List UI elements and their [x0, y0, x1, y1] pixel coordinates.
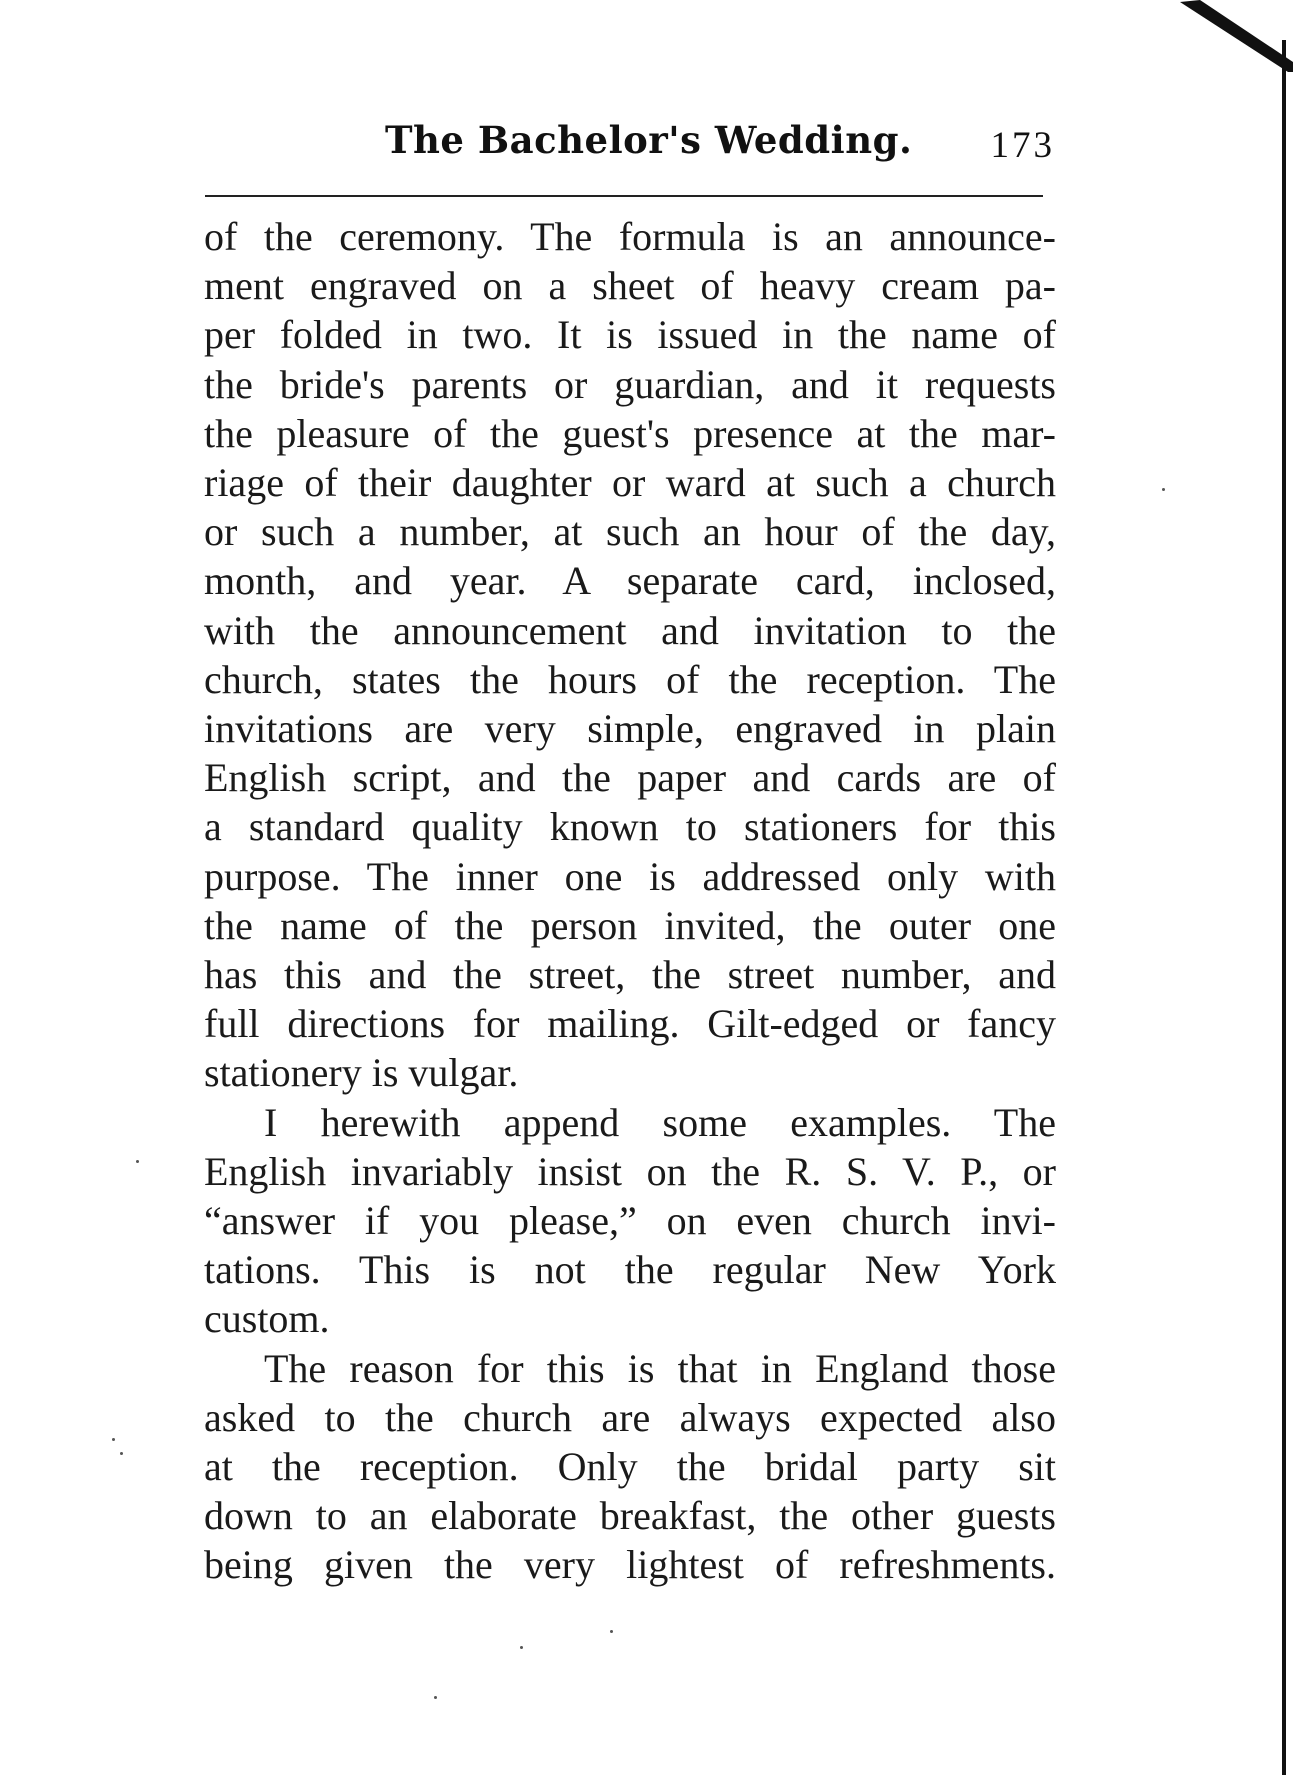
text-line: The reason for this is that in England those	[264, 1345, 1056, 1391]
text-line: with the announcement and invitation to the	[204, 607, 1056, 653]
text-line: riage of their daughter or ward at such a church	[204, 460, 1056, 506]
page-edge-shadow	[1282, 40, 1286, 1775]
scan-speck	[1162, 488, 1165, 491]
text-line: down to an elaborate breakfast, the other guests	[204, 1493, 1056, 1539]
text-line: invitations are very simple, engraved in plain	[204, 706, 1056, 752]
running-title: The Bachelor's Wedding.	[385, 118, 913, 162]
text-line: ment engraved on a sheet of heavy cream pa-	[204, 263, 1056, 309]
text-line: the name of the person invited, the outer one	[204, 902, 1056, 948]
scan-speck	[112, 1438, 115, 1441]
corner-mark	[1180, 0, 1293, 90]
text-line: at the reception. Only the bridal party sit	[204, 1444, 1056, 1490]
text-line: the bride's parents or guardian, and it requests	[204, 361, 1056, 407]
text-line: stationery is vulgar.	[204, 1050, 519, 1096]
scan-speck	[520, 1646, 523, 1649]
page-header	[205, 118, 1055, 178]
page-number: 173	[990, 125, 1055, 166]
text-line: I herewith append some examples. The	[264, 1099, 1056, 1145]
text-line: of the ceremony. The formula is an announce-	[204, 214, 1056, 259]
text-line: the pleasure of the guest's presence at the mar-	[204, 410, 1056, 456]
text-line: full directions for mailing. Gilt-edged or fancy	[204, 1001, 1056, 1047]
text-line: tations. This is not the regular New York	[204, 1247, 1056, 1293]
text-line: a standard quality known to stationers for this	[204, 804, 1056, 850]
text-line: English invariably insist on the R. S. V. P., or	[204, 1148, 1056, 1194]
text-line: or such a number, at such an hour of the day,	[204, 509, 1056, 555]
text-line: being given the very lightest of refreshments.	[204, 1542, 1056, 1588]
text-line: “answer if you please,” on even church invi-	[204, 1198, 1056, 1244]
text-line: asked to the church are always expected also	[204, 1394, 1056, 1440]
text-line: English script, and the paper and cards are of	[204, 755, 1056, 801]
paragraph-3	[204, 1344, 1056, 1590]
scan-speck	[136, 1160, 139, 1163]
scan-speck	[434, 1696, 437, 1699]
text-line: church, states the hours of the reception. The	[204, 656, 1056, 702]
text-line: month, and year. A separate card, inclosed,	[204, 558, 1056, 604]
text-line: has this and the street, the street number, and	[204, 952, 1056, 998]
header-rule	[205, 195, 1043, 197]
text-line: per folded in two. It is issued in the name of	[204, 312, 1056, 358]
text-line: purpose. The inner one is addressed only with	[204, 853, 1056, 899]
paragraph-2	[204, 1098, 1056, 1344]
text-line: custom.	[204, 1296, 330, 1342]
scan-speck	[120, 1452, 123, 1455]
body-text	[204, 212, 1056, 1590]
scan-speck	[610, 1630, 613, 1633]
paragraph-1	[204, 212, 1056, 1098]
